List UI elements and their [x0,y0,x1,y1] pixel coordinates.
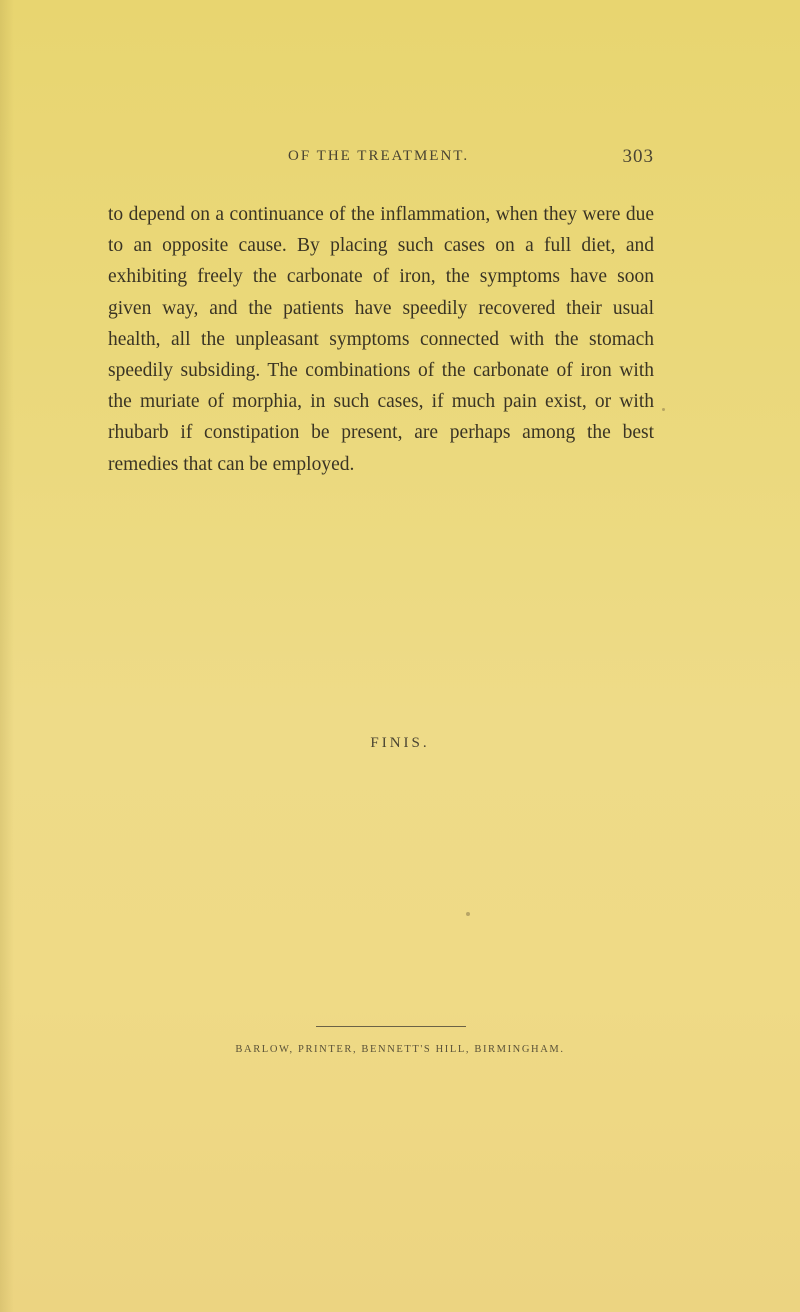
page-number: 303 [622,146,654,167]
imprint-rule [316,1026,466,1027]
running-title: OF THE TREATMENT. [288,148,470,164]
page-edge-shadow [0,0,14,1312]
finis-label: FINIS. [370,735,430,751]
printer-imprint: BARLOW, PRINTER, BENNETT'S HILL, BIRMINGHAM. [235,1044,565,1055]
running-head [108,146,654,170]
paper-speck [662,408,665,411]
paper-speck [466,912,470,916]
body-paragraph: to depend on a continuance of the inflammation, when they were due to an opposite cause. By placing such cases on a full diet, and exhibiting freely the carbonate of iron, the symptoms have soon given way, and the patients have speedily recovered their usual health, all the unpleasant symptoms connected with the stomach speedily subsiding. The combinations of the carbonate of iron with the muriate of morphia, in such cases, if much pain exist, or with rhubarb if constipation be present, are perhaps among the best remedies that can be employed. [108,204,654,475]
